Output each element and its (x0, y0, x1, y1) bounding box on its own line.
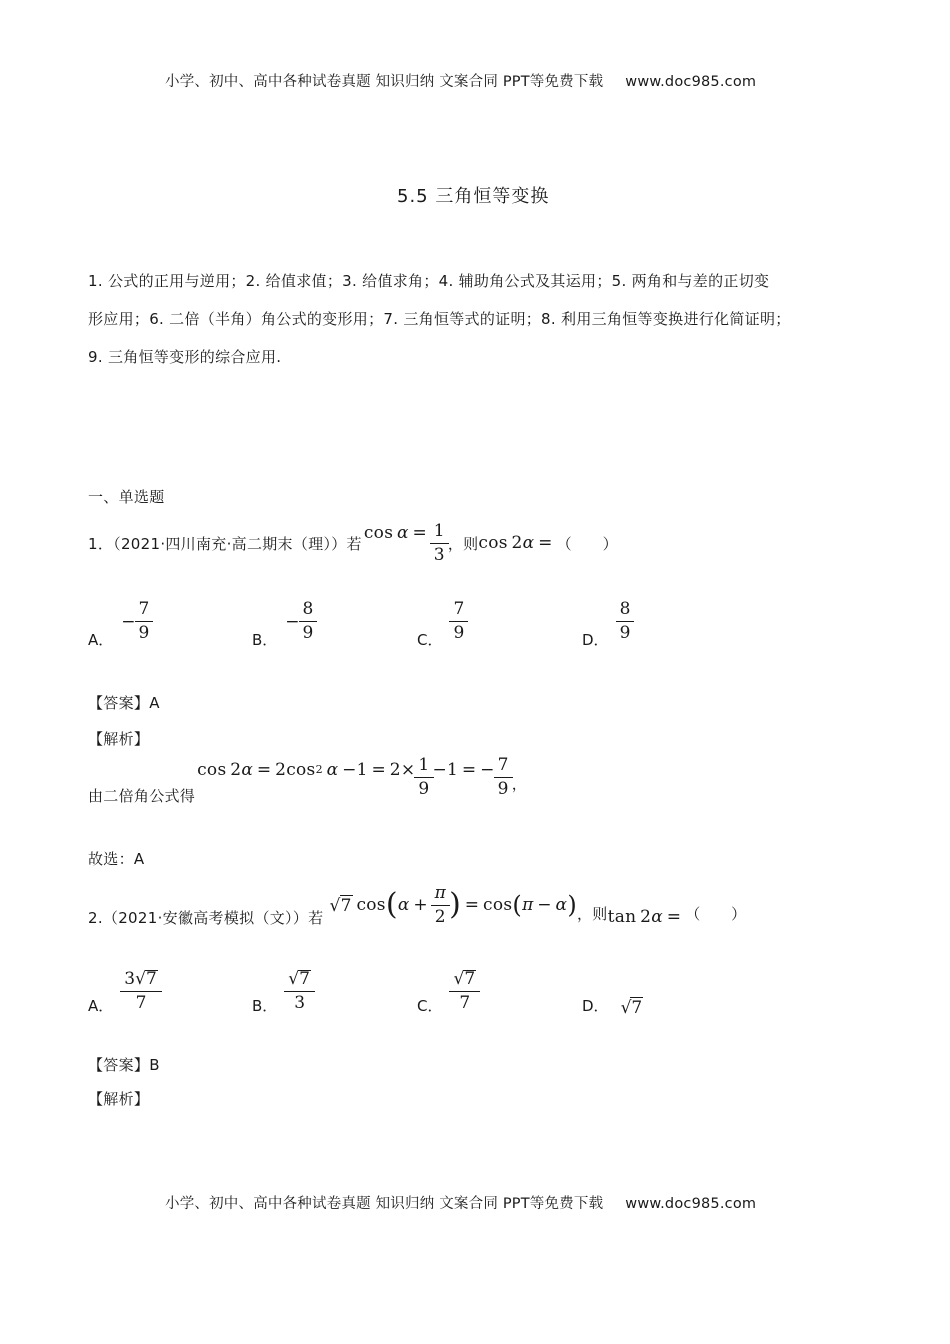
q1-option-c[interactable]: C． $\frac{7}{9}$ (417, 602, 467, 652)
q1-option-a[interactable]: A． − $\frac{7}{9}$ (88, 602, 152, 652)
q1-analysis-formula: cos 2 α = 2 cos 2 α − 1 = 2 × $\frac{1}{9}$ − 1 = − $\frac{7}{9}$ ， (197, 755, 528, 799)
topics-line-1: 1. 公式的正用与逆用；2. 给值求值；3. 给值求角；4. 辅助角公式及其运用；5. 两角和与差的正切变 (88, 272, 770, 290)
q1-answer: 【答案】A (88, 694, 160, 712)
q1-condition-formula: cos α = $\frac{1}{3}$ (364, 513, 448, 554)
topics-line-3: 9. 三角恒等变形的综合应用. (88, 348, 282, 366)
question-2-stem: 2.（2021·安徽高考模拟（文））若 √7 cos ( α + $\frac{\pi}{2}$ ) = cos ( π − α ) ，则 tan 2α = （ ） (88, 882, 747, 927)
q2-stem-prefix: 2.（2021·安徽高考模拟（文））若 (88, 908, 324, 927)
q2-option-d[interactable]: D． √7 (582, 997, 643, 1018)
q1-target-formula: cos 2α = (478, 533, 553, 553)
q1-option-b[interactable]: B． − $\frac{8}{9}$ (252, 602, 316, 652)
q1-analysis-label: 【解析】 (88, 730, 150, 748)
q2-option-c[interactable]: C． $\frac{√7}{7}$ (417, 966, 479, 1020)
page-title: 5.5 三角恒等变换 (397, 186, 550, 207)
q1-conclusion: 故选：A (88, 850, 145, 868)
page-header (165, 70, 756, 91)
q2-target-formula: tan 2α = (607, 907, 682, 927)
q1-analysis-body: 由二倍角公式得 cos 2 α = 2 cos 2 α − 1 = 2 × $\frac{1}{9}$ − 1 = − $\frac{7}{9}$ ， (88, 756, 527, 808)
q2-option-b[interactable]: B． $\frac{√7}{3}$ (252, 966, 314, 1020)
header-url[interactable]: www.doc985.com (625, 74, 757, 90)
topics-line-2: 形应用；6. 二倍（半角）角公式的变形用；7. 三角恒等式的证明；8. 利用三角恒等变换进行化简证明； (88, 310, 791, 328)
q2-option-a[interactable]: A． $\frac{3√7}{7}$ (88, 966, 161, 1020)
question-1-stem: 1．（2021·四川南充·高二期末（理））若 cos α = $\frac{1}{3}$ ，则 cos 2α = （ ） (88, 518, 618, 568)
q2-condition-formula: √7 cos ( α + $\frac{\pi}{2}$ ) = cos ( π − α ) (329, 882, 577, 927)
header-text: 小学、初中、高中各种试卷真题 知识归纳 文案合同 PPT等免费下载 (165, 74, 604, 90)
section-heading: 一、单选题 (88, 488, 165, 506)
footer-url[interactable]: www.doc985.com (625, 1196, 757, 1212)
page-footer (165, 1192, 756, 1213)
q2-analysis-label: 【解析】 (88, 1090, 150, 1108)
footer-text: 小学、初中、高中各种试卷真题 知识归纳 文案合同 PPT等免费下载 (165, 1196, 604, 1212)
q1-stem-prefix: 1．（2021·四川南充·高二期末（理））若 (88, 534, 362, 553)
q1-option-d[interactable]: D． $\frac{8}{9}$ (582, 602, 633, 652)
q2-answer: 【答案】B (88, 1056, 160, 1074)
